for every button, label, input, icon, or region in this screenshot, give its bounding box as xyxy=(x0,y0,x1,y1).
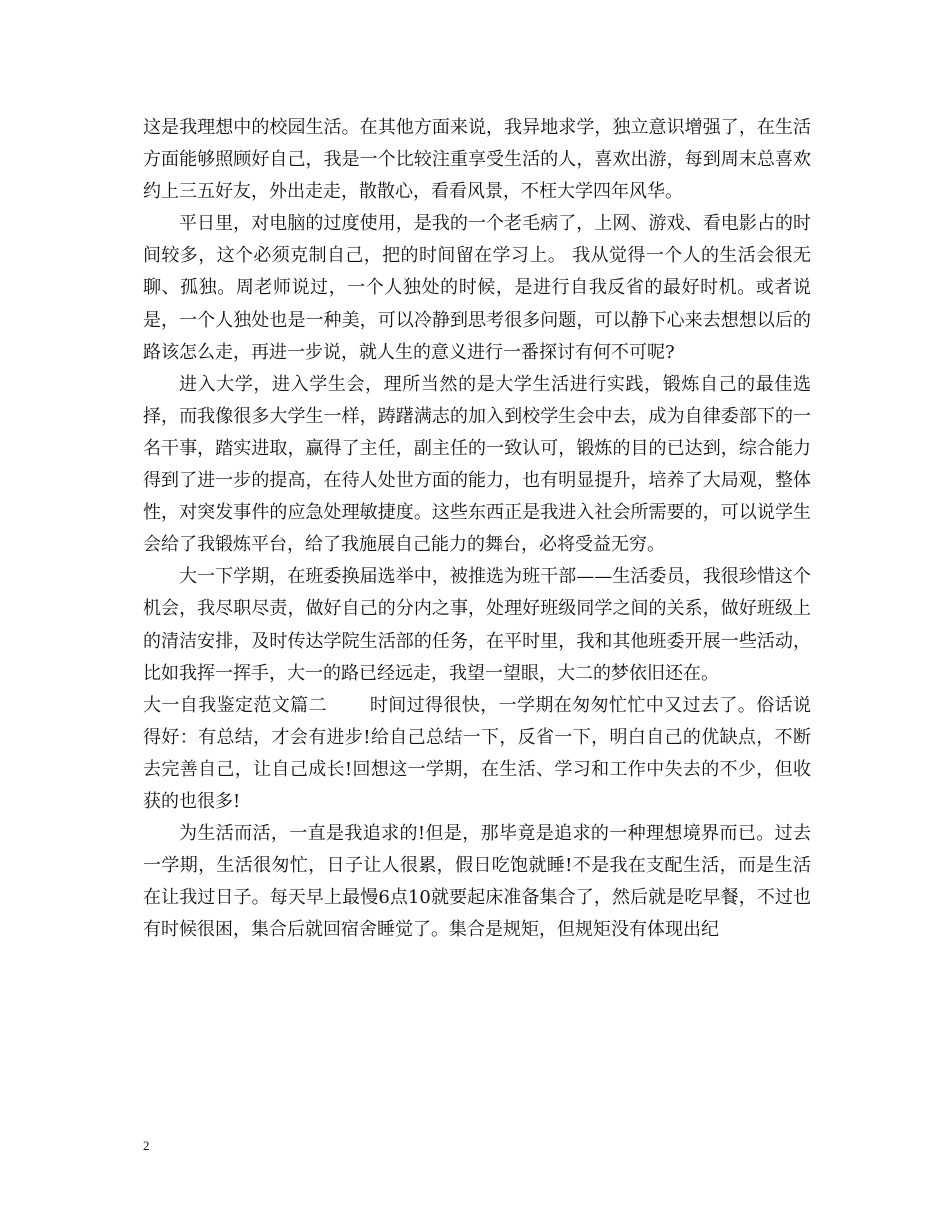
page-number: 2 xyxy=(143,1138,150,1153)
heading-gap xyxy=(327,695,370,716)
paragraph-text: 时间过得很快，一学期在匆匆忙忙中又过去了。俗话说得好：有总结，才会有进步!给自己总结一下，反省一下，明白自己的优缺点，不断去完善自己，让自己成长!回想这一学期，在生活、学习和工作中失去的不少，但收获的也很多! xyxy=(143,694,811,812)
document-body xyxy=(143,112,811,946)
paragraph-5 xyxy=(143,690,811,818)
paragraph-1 xyxy=(143,112,811,208)
section-heading: 大一自我鉴定范文篇二 xyxy=(143,694,327,716)
paragraph-2 xyxy=(143,208,811,368)
paragraph-text: 大一下学期，在班委换届选举中，被推选为班干部——生活委员，我很珍惜这个机会，我尽职尽责，做好自己的分内之事，处理好班级同学之间的关系，做好班级上的清洁安排，及时传达学院生活部的任务，在平时里，我和其他班委开展一些活动，比如我挥一挥手，大一的路已经远走，我望一望眼，大二的梦依旧还在。 xyxy=(143,566,811,684)
paragraph-text: 平日里，对电脑的过度使用，是我的一个老毛病了，上网、游戏、看电影占的时间较多，这个必须克制自己，把的时间留在学习上。 我从觉得一个人的生活会很无聊、孤独。周老师说过，一个人独处的时候，是进行自我反省的最好时机。或者说是，一个人独处也是一种美，可以冷静到思考很多问题，可以静下心来去想想以后的路该怎么走，再进一步说，就人生的意义进行一番探讨有何不可呢? xyxy=(143,213,811,363)
paragraph-3 xyxy=(143,369,811,562)
paragraph-text: 这是我理想中的校园生活。在其他方面来说，我异地求学，独立意识增强了，在生活方面能够照顾好自己，我是一个比较注重享受生活的人，喜欢出游，每到周末总喜欢约上三五好友，外出走走，散散心，看看风景，不枉大学四年风华。 xyxy=(143,117,811,203)
paragraph-6 xyxy=(143,818,811,946)
paragraph-text: 进入大学，进入学生会，理所当然的是大学生活进行实践，锻炼自己的最佳选择，而我像很多大学生一样，踌躇满志的加入到校学生会中去，成为自律委部下的一名干事，踏实进取，赢得了主任，副主任的一致认可，锻炼的目的已达到，综合能力得到了进一步的提高，在待人处世方面的能力，也有明显提升，培养了大局观，整体性，对突发事件的应急处理敏捷度。这些东西正是我进入社会所需要的，可以说学生会给了我锻炼平台，给了我施展自己能力的舞台，必将受益无穷。 xyxy=(143,373,811,556)
paragraph-text: 为生活而活，一直是我追求的!但是，那毕竟是追求的一种理想境界而已。过去一学期，生活很匆忙，日子让人很累，假日吃饱就睡!不是我在支配生活，而是生活在让我过日子。每天早上最慢6点10就要起床准备集合了，然后就是吃早餐，不过也有时候很困，集合后就回宿舍睡觉了。集合是规矩，但规矩没有体现出纪 xyxy=(143,823,811,941)
paragraph-4 xyxy=(143,561,811,689)
